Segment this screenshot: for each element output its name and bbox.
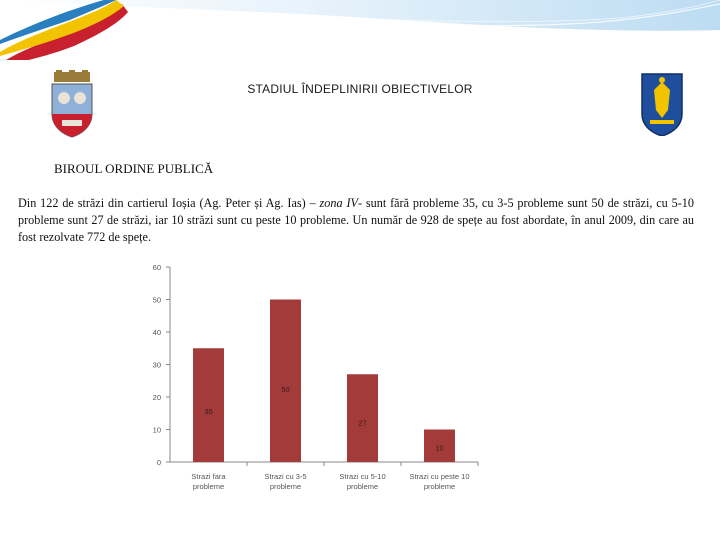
city-coat-of-arms-left	[48, 70, 96, 138]
x-category-label: Strazi cu 5-10	[339, 472, 386, 481]
data-label: 10	[435, 443, 444, 453]
paragraph-part-1: Din 122 de străzi din cartierul Ioșia (Ag. Peter și Ag. Ias) –	[18, 196, 320, 210]
y-tick-label: 40	[152, 328, 161, 337]
paragraph-zone-emphasis: zona IV	[319, 196, 358, 210]
data-label: 27	[358, 418, 367, 428]
x-category-label: probleme	[192, 482, 225, 491]
bar	[193, 348, 224, 462]
x-category-label: Strazi cu 3-5	[264, 472, 307, 481]
y-tick-label: 60	[152, 263, 161, 272]
x-category-label: Strazi cu peste 10	[409, 472, 470, 481]
bar-chart	[130, 255, 510, 500]
y-tick-label: 0	[156, 458, 161, 467]
y-tick-label: 20	[152, 393, 161, 402]
section-title: BIROUL ORDINE PUBLICĂ	[54, 161, 214, 176]
bar	[270, 300, 301, 463]
paragraph-part-2: - sunt fără probleme 35, cu 3-5 probleme sunt 50 de străzi, cu 5-10 probleme sunt 27 de străzi, iar 10 străzi sunt cu peste 10 probleme. Un număr de 928 de spețe au fost abordate, în anul 2009, din care au fost rezolvate 772 de spețe.	[18, 196, 694, 244]
x-category-label: probleme	[269, 482, 302, 491]
body-paragraph	[18, 195, 694, 246]
data-label: 50	[281, 384, 290, 394]
data-label: 35	[204, 406, 213, 416]
y-tick-label: 50	[152, 295, 161, 305]
y-tick-label: 30	[152, 360, 161, 370]
y-tick-label: 10	[152, 425, 161, 435]
x-category-label: probleme	[346, 482, 379, 491]
police-emblem-right	[640, 70, 684, 136]
x-category-label: probleme	[423, 482, 456, 491]
header-tricolor-band	[0, 0, 720, 60]
slide-title: STADIUL ÎNDEPLINIRII OBIECTIVELOR	[247, 82, 473, 96]
x-category-label: Strazi fara	[191, 472, 226, 481]
